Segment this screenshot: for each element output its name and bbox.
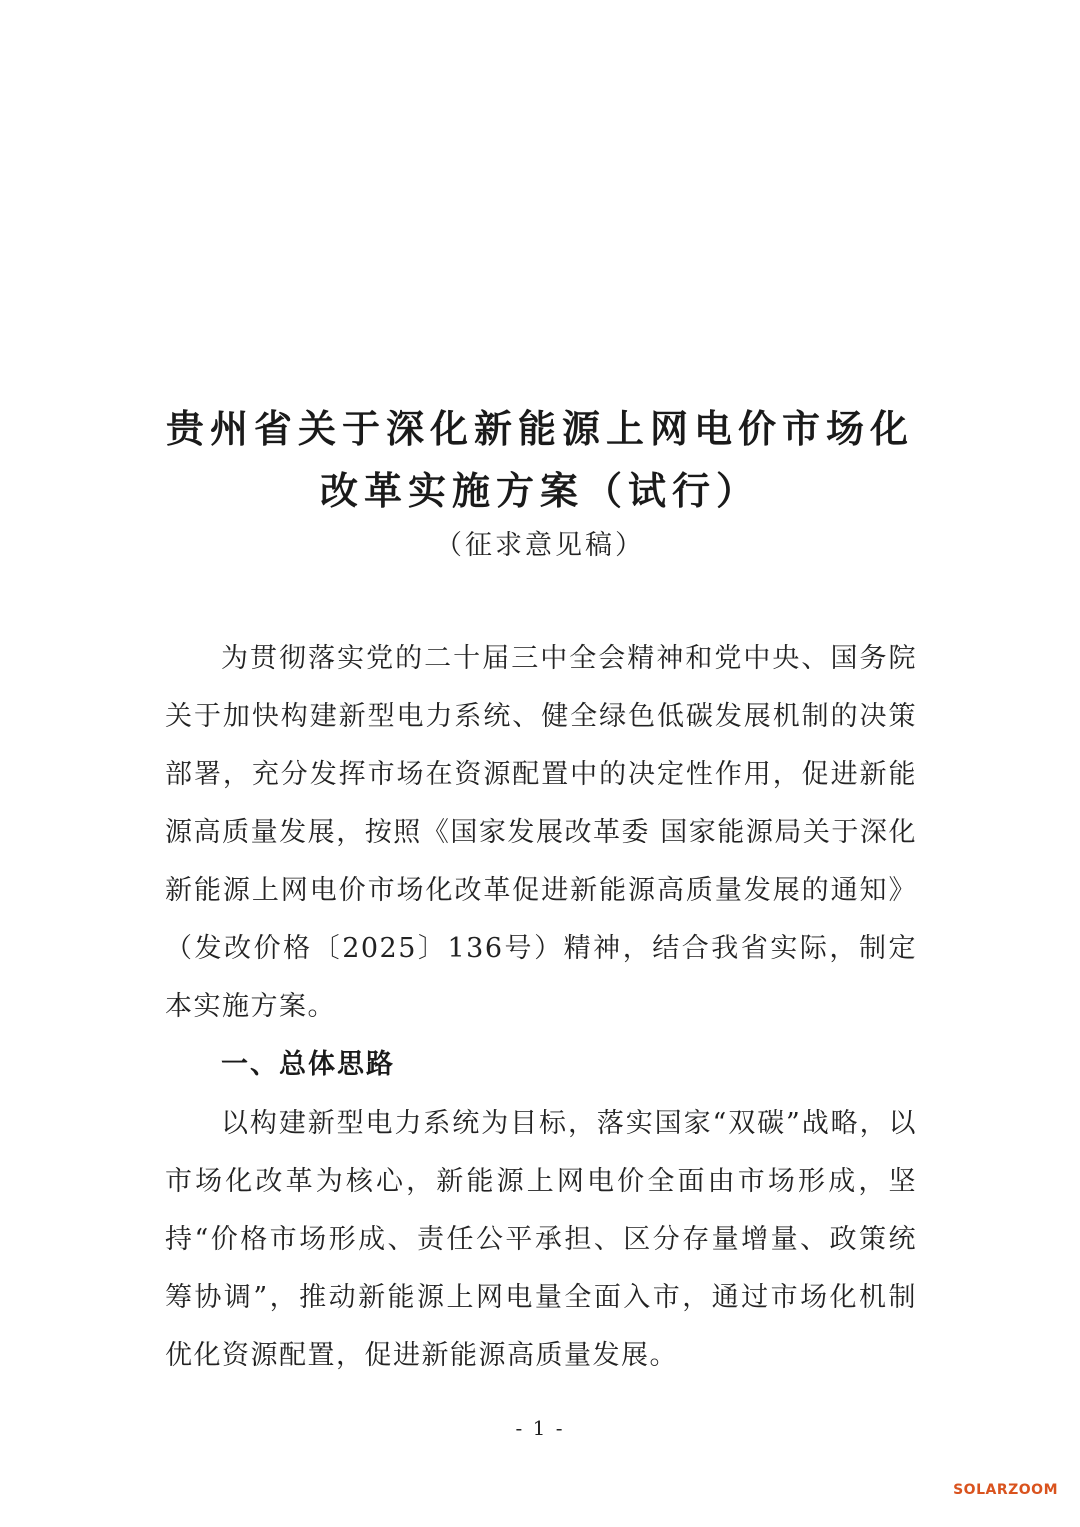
section-heading-overall-approach: 一、总体思路	[221, 1049, 395, 1080]
solarzoom-watermark: SOLARZOOM	[953, 1482, 1058, 1498]
overall-approach-paragraph: 以构建新型电力系统为目标，落实国家“双碳”战略，以市场化改革为核心，新能源上网电价全面由市场形成，坚持“价格市场形成、责任公平承担、区分存量增量、政策统筹协调”，推动新能源上网电量全面入市，通过市场化机制优化资源配置，促进新能源高质量发展。	[165, 1108, 917, 1371]
document-title-line-2: 改革实施方案（试行）	[319, 468, 760, 513]
intro-paragraph: 为贯彻落实党的二十届三中全会精神和党中央、国务院关于加快构建新型电力系统、健全绿色低碳发展机制的决策部署，充分发挥市场在资源配置中的决定性作用，促进新能源高质量发展，按照《国家发展改革委 国家能源局关于深化新能源上网电价市场化改革促进新能源高质量发展的通知》（发改价格〔2025〕136号）精神，结合我省实际，制定本实施方案。	[165, 643, 917, 1022]
page-number: - 1 -	[515, 1416, 565, 1440]
document-title-line-1: 贵州省关于深化新能源上网电价市场化	[165, 406, 914, 451]
document-subtitle: （征求意见稿）	[435, 530, 645, 561]
